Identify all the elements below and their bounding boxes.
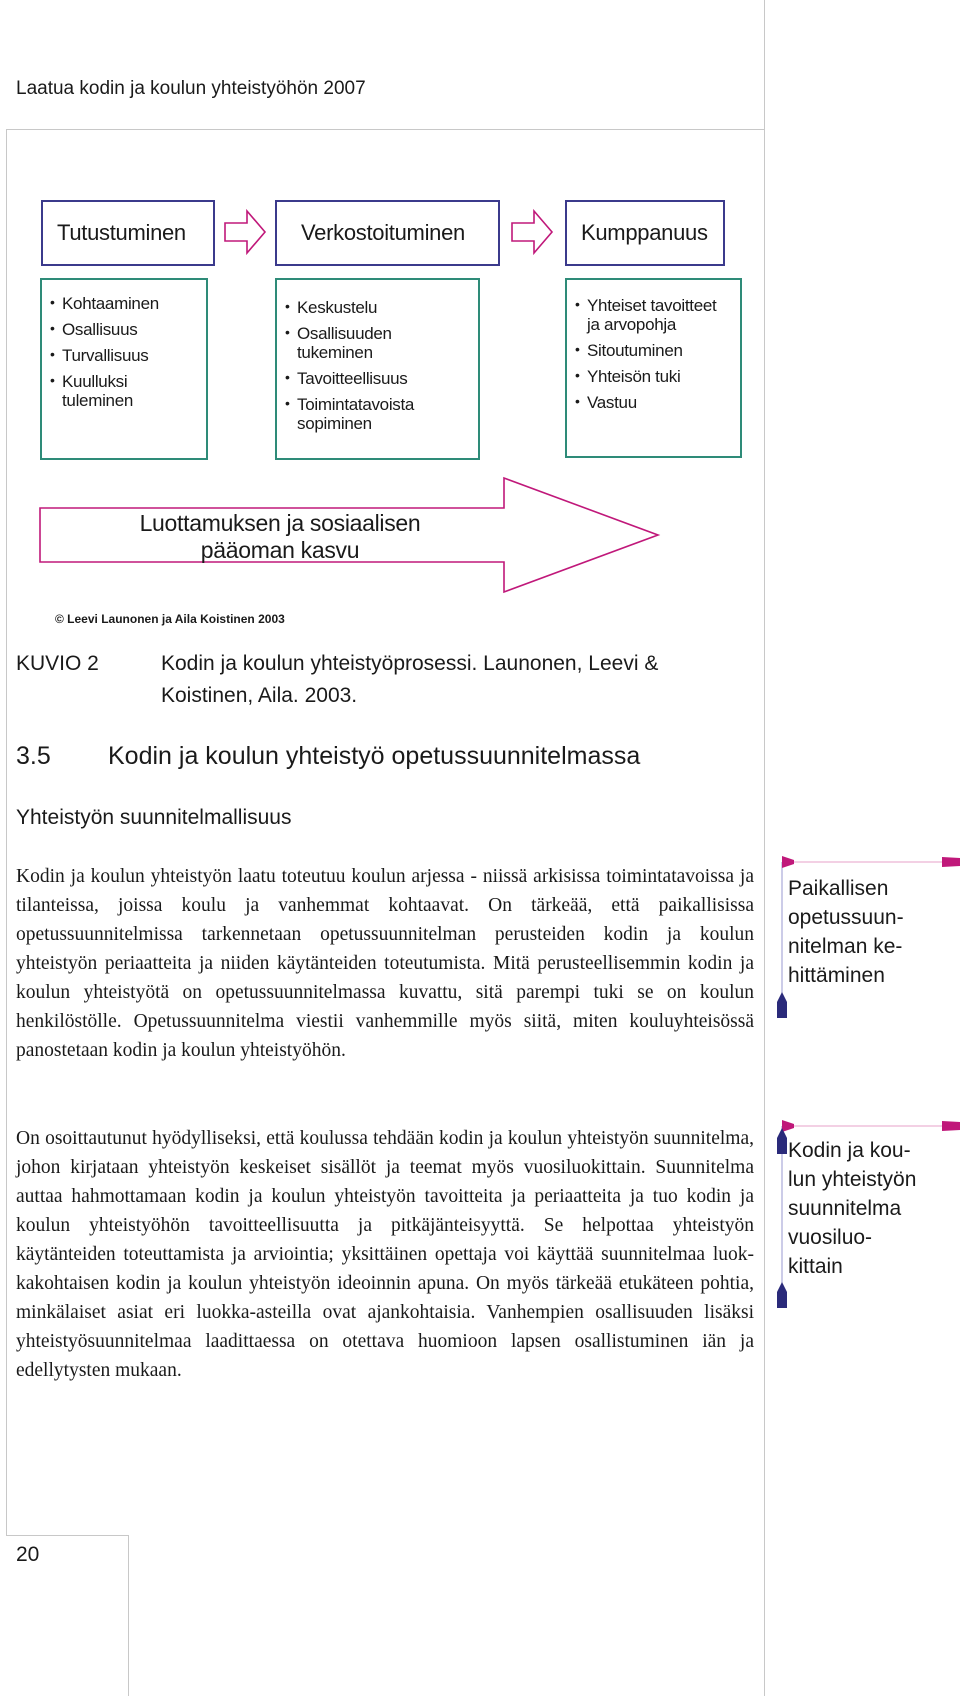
sidenote-line: vuosiluo-	[788, 1226, 873, 1249]
paragraph-1: Kodin ja koulun yhteistyön laatu toteutuu koulun arjessa - niissä arkisissa toimintatavoissa ja tilanteissa, joissa koulu ja vanhemmat kohtaavat. On tärkeää, että paikallisissa opetussuunnitelmissa tarkennetaan opetussuunnitelman perusteiden kodin ja koulun yhteistyön periaatteita ja niiden käytänteiden toteutumista. Mitä perusteellisemmin kodin ja koulun yhteistyötä on opetussuunnitelmassa kuvattu, sitä parempi tuki se on koulun henkilöstölle. Opetussuunnitelma viestii vanhemmille myös siitä, miten kouluyhteisössä panostetaan kodin ja koulun yhteistyöhön.	[16, 866, 754, 1061]
figure-caption-line-2: Koistinen, Aila. 2003.	[161, 684, 358, 707]
figure-caption	[161, 648, 658, 712]
figure-caption-line-1: Kodin ja koulun yhteistyöprosessi. Launonen, Leevi &	[161, 652, 659, 675]
subheading: Yhteistyön suunnitelmallisuus	[16, 806, 292, 829]
list-kumppanuus	[565, 278, 742, 458]
sidenote-1	[788, 874, 904, 990]
sidenote-line: lun yhteistyön	[788, 1168, 917, 1191]
list-item: • Osallisuus	[50, 320, 198, 339]
big-arrow-label	[120, 510, 440, 564]
frame-line-left	[6, 129, 7, 1535]
list-item: • Yhteiset tavoitteet ja arvopohja	[575, 296, 732, 334]
sidenote-line: suunnitelma	[788, 1197, 902, 1220]
small-arrow-1	[223, 207, 267, 257]
list-item: • Turvallisuus	[50, 346, 198, 365]
copyright-note: © Leevi Launonen ja Aila Koistinen 2003	[55, 612, 285, 626]
sidenote-line: hittäminen	[788, 964, 885, 987]
stage-label: Tutustuminen	[57, 220, 186, 245]
list-item: • Keskustelu	[285, 298, 470, 317]
list-item: • Vastuu	[575, 393, 732, 412]
stage-kumppanuus	[565, 200, 725, 266]
figure-label: KUVIO 2	[16, 652, 99, 675]
frame-line-footer	[6, 1535, 128, 1536]
list-item: • Osallisuuden tukeminen	[285, 324, 470, 362]
sidenote-line: opetussuun-	[788, 906, 904, 929]
stage-label: Kumppanuus	[581, 220, 708, 245]
stage-tutustuminen	[41, 200, 215, 266]
list-item: • Sitoutuminen	[575, 341, 732, 360]
list-tutustuminen	[40, 278, 208, 460]
sidenote-2	[788, 1136, 916, 1281]
frame-line-right	[764, 0, 765, 1696]
frame-line-footer-vertical	[128, 1535, 129, 1696]
stage-label: Verkostoituminen	[301, 220, 465, 245]
page-number: 20	[16, 1543, 40, 1566]
list-item: • Tavoitteellisuus	[285, 369, 470, 388]
sidenote-line: Paikallisen	[788, 877, 889, 900]
list-verkostoituminen	[275, 278, 480, 460]
big-arrow-line-2: pääoman kasvu	[200, 537, 360, 563]
list-item: • Kuulluksi tuleminen	[50, 372, 198, 410]
running-header: Laatua kodin ja koulun yhteistyöhön 2007	[16, 78, 366, 99]
section-title: Kodin ja koulun yhteistyö opetussuunnitelmassa	[108, 742, 641, 770]
small-arrow-2	[510, 207, 554, 257]
stage-verkostoituminen	[275, 200, 500, 266]
sidenote-line: nitelman ke-	[788, 935, 903, 958]
list-item: • Yhteisön tuki	[575, 367, 732, 386]
section-number: 3.5	[16, 742, 51, 770]
big-arrow-line-1: Luottamuksen ja sosiaalisen	[139, 510, 421, 536]
frame-line-header	[6, 129, 764, 130]
list-item: • Kohtaaminen	[50, 294, 198, 313]
sidenote-line: Kodin ja kou-	[788, 1139, 911, 1162]
sidenote-line: kittain	[788, 1255, 843, 1278]
paragraph-2: On osoittautunut hyödylliseksi, että koulussa tehdään kodin ja koulun yhteistyön suunnitelma, johon kirjataan yhteistyön keskeiset sisällöt ja teemat myös vuosiluokittain. Suunnitelma auttaa hahmottamaan kodin ja koulun yhteistyön tavoitteita ja periaatteita ja tuo kodin ja koulun yhteistyöhön tavoitteellisuutta ja pitkäjänteisyyttä. Se helpottaa yhteistyön käytänteiden toteuttamista ja arviointia; yksittäinen opettaja voi käyttää suunnitelmaa luokkakohtaisen kodin ja koulun yhteistyön ideoinnin apuna. On myös tärkeää etukäteen pohtia, minkälaiset asiat eri luokka-asteilla ovat ajankohtaisia. Vanhempien osallisuuden lisäksi yhteistyösuunnitelmaa laadittaessa on otettava huomioon lapsen osallistuminen iän ja edellytysten mukaan.	[16, 1128, 754, 1381]
list-item: • Toimintatavoista sopiminen	[285, 395, 470, 433]
